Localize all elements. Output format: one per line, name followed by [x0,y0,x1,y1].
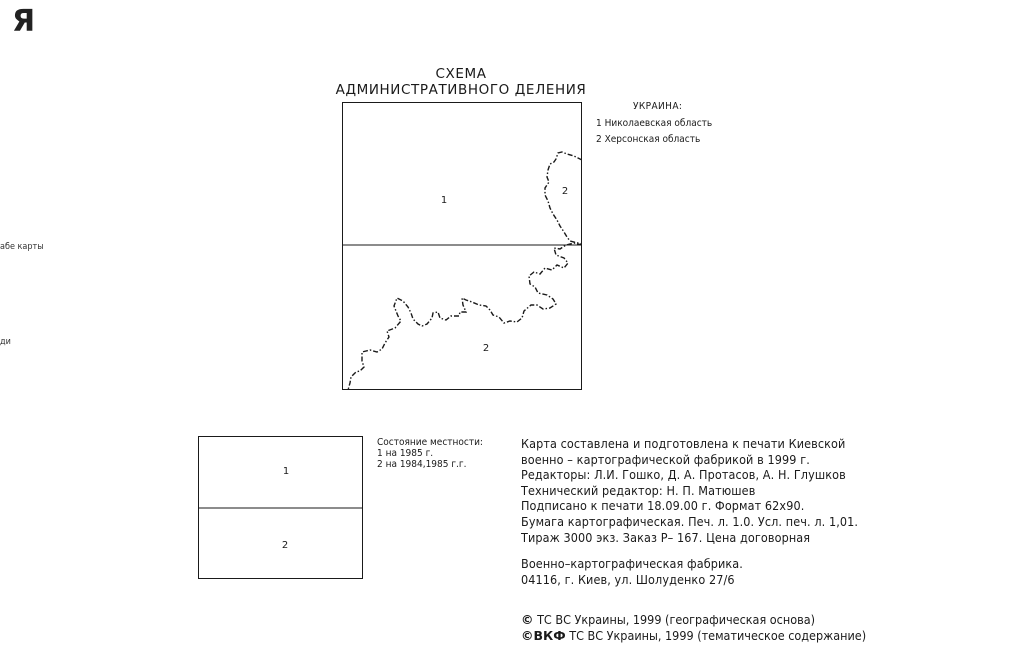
terrain-state-legend [377,437,483,470]
legend-heading: УКРАИНА: [633,101,683,112]
copyright-line-1 [521,612,866,628]
scheme-title [330,66,592,98]
state-heading: Состояние местности: [377,437,483,448]
legend-item-kherson: 2 Херсонская область [596,134,701,145]
oblast-boundary-south [348,243,582,390]
imprint-factory: Военно–картографическая фабрика. [521,556,743,572]
publication-imprint [521,436,858,587]
imprint-tech-editor: Технический редактор: Н. П. Матюшев [521,482,756,498]
imprint-editors: Редакторы: Л.И. Гошко, Д. А. Протасов, А. Н. Глушков [521,467,846,483]
copyright-text-1: ТС ВС Украины, 1999 (географическая основа) [533,612,815,627]
imprint-paper: Бумага картографическая. Печ. л. 1.0. Усл. печ. л. 1,01. [521,513,859,529]
terrain-state-diagram [198,436,364,580]
imprint-address: 04116, г. Киев, ул. Шолуденко 27/6 [521,571,735,587]
copyright-block [521,612,866,644]
copyright-line-2 [521,628,866,644]
state-line-1: 1 на 1985 г. [377,448,434,459]
edge-text-fragment-1: абе карты [0,242,44,252]
imprint-line-2: военно – картографической фабрикой в 1999 г. [521,451,810,467]
imprint-signed: Подписано к печати 18.09.00 г. Формат 62х90. [521,498,805,514]
region-label-1: 1 [440,195,448,206]
legend-item-nikolaev: 1 Николаевская область [596,118,713,129]
state-box-label-2: 2 [281,540,289,551]
scheme-title-line-1: СХЕМА [435,66,487,82]
corner-letter: Я [12,4,36,39]
map-frame [343,103,582,390]
edge-text-fragment-2: ди [0,337,11,347]
copyright-text-2: ТС ВС Украины, 1999 (тематическое содержание) [565,628,867,643]
imprint-line-1: Карта составлена и подготовлена к печати Киевской [521,436,846,451]
division-scheme-map [342,102,582,390]
copyright-symbol-2: ©ВКФ [521,628,566,643]
state-line-2: 2 на 1984,1985 г.г. [377,459,467,470]
region-label-2-north: 2 [561,186,569,197]
state-box-label-1: 1 [282,466,290,477]
copyright-symbol-1: © [521,612,534,627]
scheme-title-line-2: АДМИНИСТРАТИВНОГО ДЕЛЕНИЯ [335,82,587,98]
oblast-boundary-east [545,152,582,244]
imprint-print-run: Тираж 3000 экз. Заказ Р– 167. Цена договорная [521,529,811,545]
region-label-2-south: 2 [482,343,490,354]
